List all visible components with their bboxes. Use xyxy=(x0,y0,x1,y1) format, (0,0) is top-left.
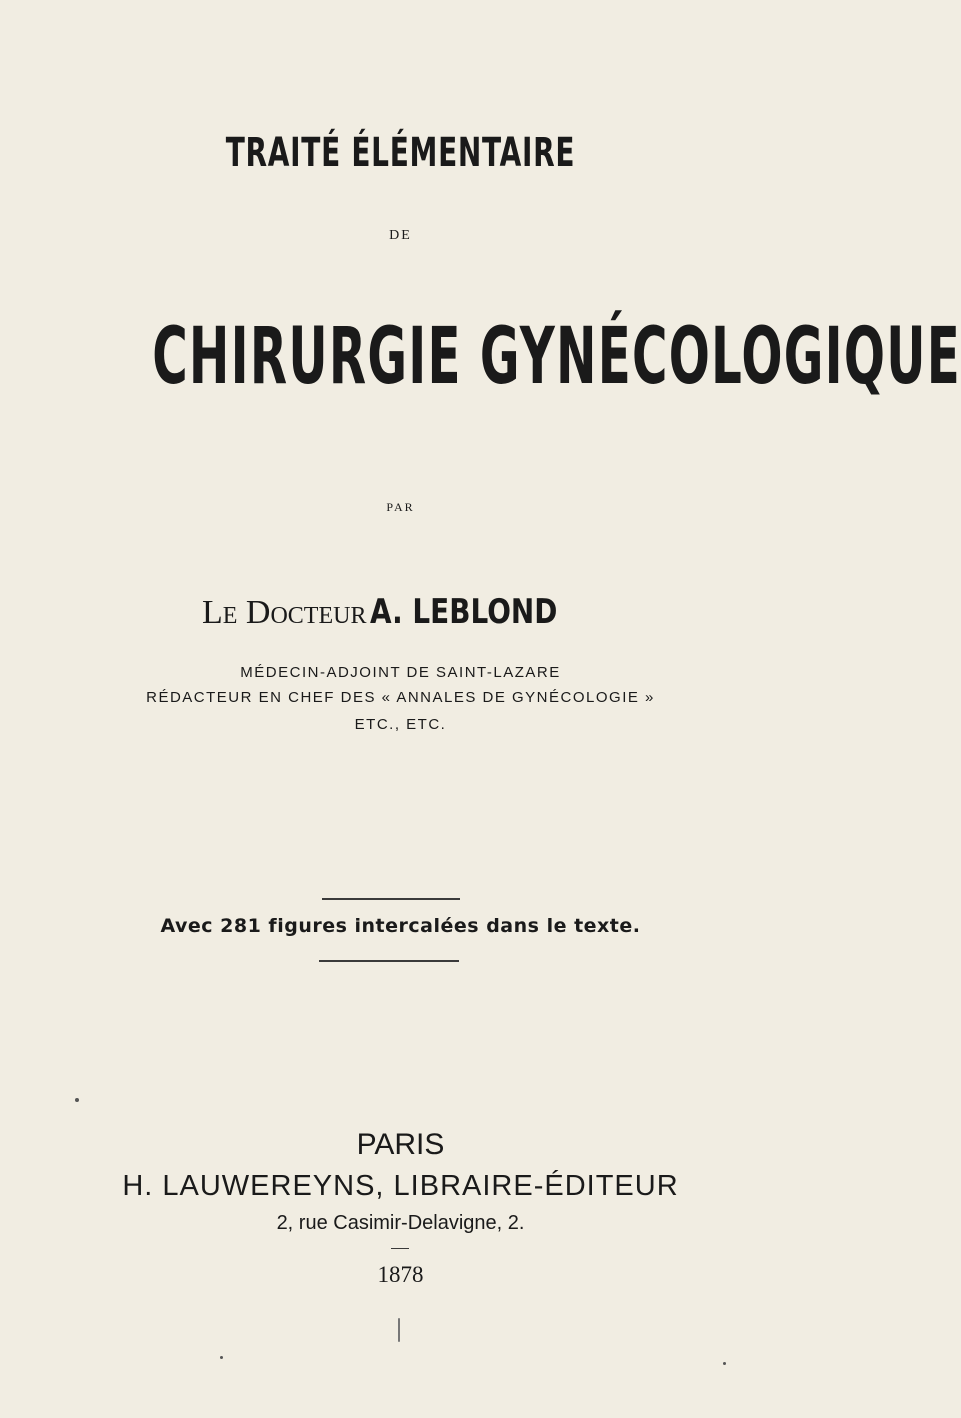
imprint-year: 1878 xyxy=(377,1262,424,1287)
paper-speck xyxy=(75,1098,79,1102)
title-line-2: DE xyxy=(389,228,412,243)
rule-bottom xyxy=(319,960,459,962)
paper-speck xyxy=(723,1362,726,1365)
author-role-1: MÉDECIN-ADJOINT DE SAINT-LAZARE xyxy=(240,664,561,681)
imprint-address: 2, rue Casimir-Delavigne, 2. xyxy=(276,1212,525,1234)
imprint-city: PARIS xyxy=(356,1128,445,1161)
rule-top xyxy=(322,898,460,900)
imprint-publisher: H. LAUWEREYNS, LIBRAIRE-ÉDITEUR xyxy=(122,1170,679,1202)
author-line xyxy=(0,592,801,632)
title-line-3: CHIRURGIE GYNÉCOLOGIQUE xyxy=(152,312,961,402)
author-name: A. LEBLOND xyxy=(370,592,558,632)
by-label: PAR xyxy=(386,500,415,514)
rule-year xyxy=(391,1248,409,1249)
figures-note: Avec 281 figures intercalées dans le texte. xyxy=(160,915,641,937)
author-role-2: RÉDACTEUR EN CHEF DES « ANNALES DE GYNÉCOLOGIE » xyxy=(146,689,655,706)
paper-speck xyxy=(220,1356,223,1359)
author-prefix: Le Docteur xyxy=(201,594,367,631)
author-role-3: ETC., ETC. xyxy=(354,716,447,733)
paper-speck xyxy=(398,1318,400,1342)
title-line-1: TRAITÉ ÉLÉMENTAIRE xyxy=(225,130,576,176)
